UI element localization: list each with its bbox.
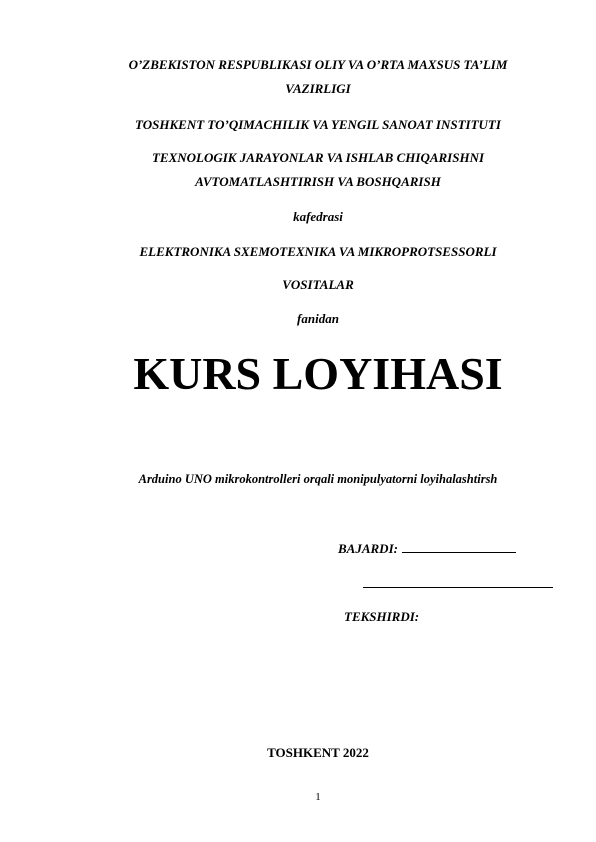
department-suffix: kafedrasi <box>293 209 343 224</box>
subject-line-2: VOSITALAR <box>282 277 354 292</box>
subject-suffix: fanidan <box>297 311 339 326</box>
performed-by-field <box>338 540 516 557</box>
ministry-line-2: VAZIRLIGI <box>285 81 351 96</box>
performed-by-blank-line <box>402 540 516 553</box>
main-title: KURS LOYIHASI <box>133 348 503 399</box>
subject-line-1: ELEKTRONIKA SXEMOTEXNIKA VA MIKROPROTSESSORLI <box>139 244 497 259</box>
checked-by-label: TEKSHIRDI: <box>344 609 420 624</box>
institute-name: TOSHKENT TO’QIMACHILIK VA YENGIL SANOAT INSTITUTI <box>135 117 501 132</box>
department-line-2: AVTOMATLASHTIRISH VA BOSHQARISH <box>195 174 441 189</box>
performed-by-label: BAJARDI: <box>338 541 398 556</box>
ministry-line-1: O’ZBEKISTON RESPUBLIKASI OLIY VA O’RTA MAXSUS TA’LIM <box>128 57 508 72</box>
signature-blank-line <box>363 587 553 588</box>
city-year: TOSHKENT 2022 <box>267 745 369 760</box>
page-number: 1 <box>315 791 321 803</box>
department-line-1: TEXNOLOGIK JARAYONLAR VA ISHLAB CHIQARISHNI <box>151 150 485 165</box>
project-topic: Arduino UNO mikrokontrolleri orqali monipulyatorni loyihalashtirsh <box>138 472 498 486</box>
